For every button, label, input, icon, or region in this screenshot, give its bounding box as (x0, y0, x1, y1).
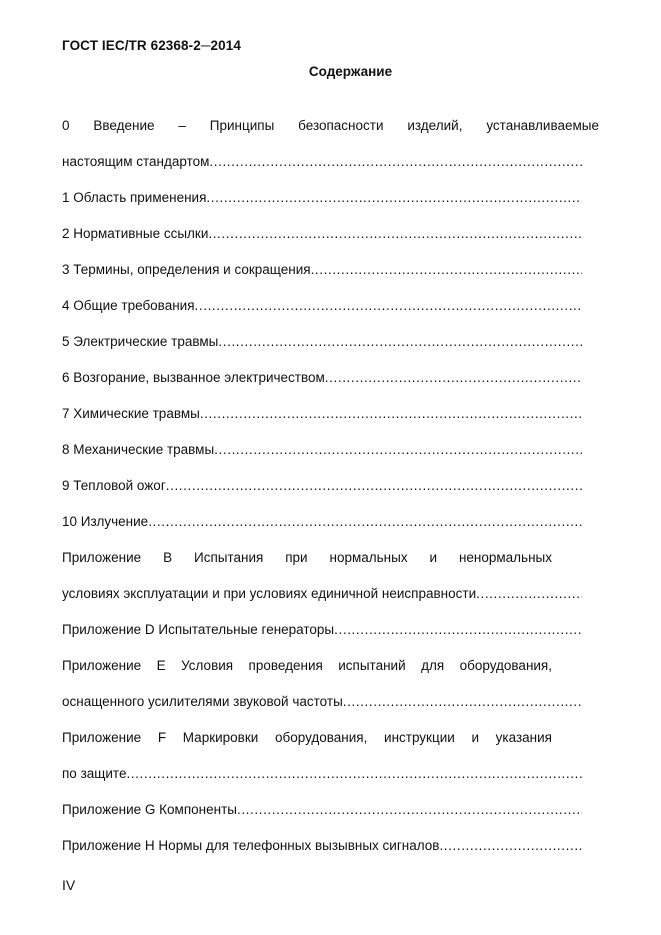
toc-line (62, 693, 582, 729)
document-code: ГОСТ IEC/TR 62368-2─2014 (62, 38, 241, 53)
toc-line (62, 621, 582, 657)
toc-line (62, 477, 582, 513)
page-number: IV (62, 877, 76, 893)
toc-line (62, 333, 582, 369)
dot-leader (208, 225, 582, 243)
toc-line-text: по защите (62, 766, 127, 781)
toc-line-text: Приложение F Маркировки оборудования, инструкции и указания (62, 730, 552, 745)
dot-leader (200, 405, 582, 423)
toc-line (62, 405, 582, 441)
toc-line-text: оснащенного усилителями звуковой частоты (62, 694, 343, 709)
dot-leader (206, 189, 582, 207)
toc-title: Содержание (308, 64, 393, 79)
dot-leader (325, 369, 582, 387)
toc-line (62, 513, 582, 549)
dot-leader (209, 153, 582, 171)
toc-line (62, 225, 582, 261)
toc-line-text: 5 Электрические травмы (62, 334, 219, 349)
dot-leader (218, 333, 582, 351)
toc-line-text: 0 Введение – Принципы безопасности изделий, устанавливаемые (62, 118, 599, 133)
toc-line (62, 369, 582, 405)
dot-leader (311, 261, 582, 279)
toc-line-text: Приложение G Компоненты (62, 802, 237, 817)
toc-line-text: 3 Термины, определения и сокращения (62, 262, 311, 277)
toc-line (62, 153, 582, 189)
toc-line-text: Приложение В Испытания при нормальных и ненормальных (62, 550, 552, 565)
toc-line-text: 4 Общие требования (62, 298, 195, 313)
toc-line (62, 765, 582, 801)
dot-leader (343, 693, 582, 711)
dot-leader (476, 585, 582, 603)
toc-line (62, 189, 582, 225)
toc-line-text: Приложение D Испытательные генераторы (62, 622, 335, 637)
toc-line (62, 261, 582, 297)
table-of-contents (62, 117, 599, 873)
toc-line-text: настоящим стандартом (62, 154, 210, 169)
toc-line (62, 441, 582, 477)
toc-line (62, 297, 582, 333)
toc-line-text: 9 Тепловой ожог (62, 478, 166, 493)
toc-line (62, 117, 599, 153)
toc-line (62, 801, 582, 837)
toc-line-text: Приложение H Нормы для телефонных вызывных сигналов (62, 838, 440, 853)
dot-leader (166, 477, 582, 495)
dot-leader (334, 621, 582, 639)
toc-line (62, 585, 582, 621)
toc-line-text: Приложение E Условия проведения испытаний для оборудования, (62, 658, 552, 673)
toc-line (62, 729, 552, 765)
toc-line-text: 7 Химические травмы (62, 406, 200, 421)
toc-line (62, 657, 552, 693)
dot-leader (126, 765, 582, 783)
toc-line-text: 10 Излучение (62, 514, 149, 529)
dot-leader (214, 441, 582, 459)
toc-line-text: 8 Механические травмы (62, 442, 215, 457)
dot-leader (195, 297, 582, 315)
dot-leader (237, 801, 582, 819)
toc-line-text: 2 Нормативные ссылки (62, 226, 209, 241)
toc-line (62, 837, 582, 873)
toc-line-text: 6 Возгорание, вызванное электричеством (62, 370, 325, 385)
dot-leader (439, 837, 582, 855)
toc-line (62, 549, 552, 585)
toc-line-text: условиях эксплуатации и при условиях единичной неисправности (62, 586, 477, 601)
dot-leader (148, 513, 582, 531)
toc-line-text: 1 Область применения (62, 190, 207, 205)
